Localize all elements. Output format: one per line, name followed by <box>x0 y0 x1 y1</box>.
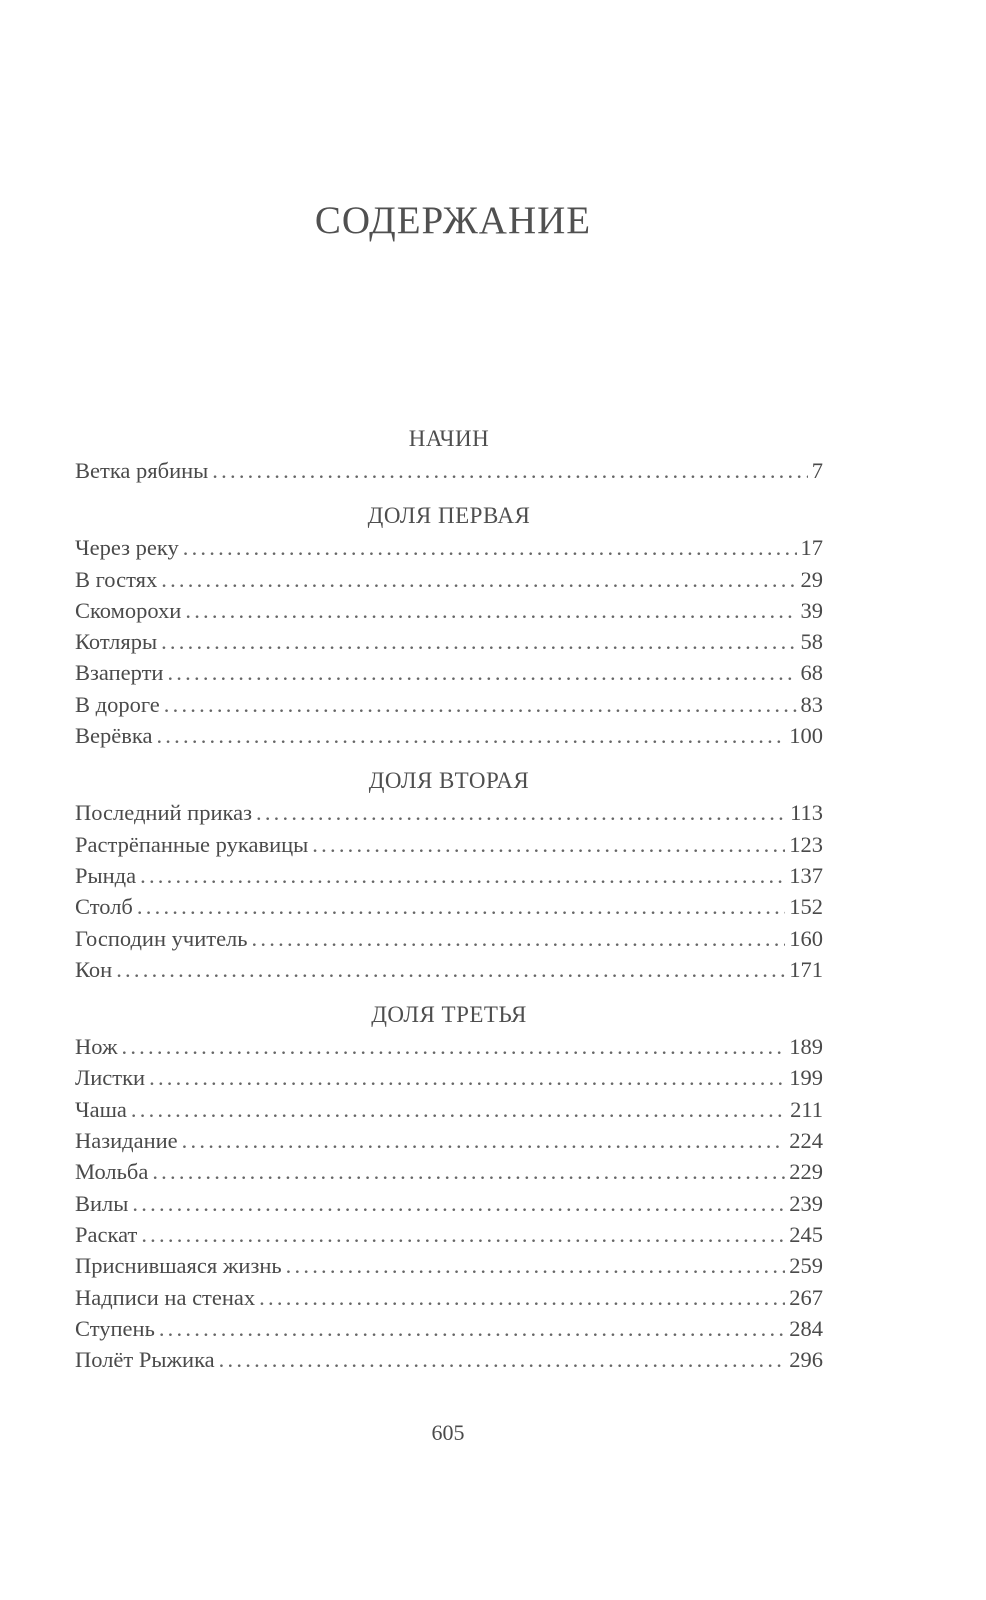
section-heading: НАЧИН <box>408 426 490 451</box>
toc-section <box>75 765 823 985</box>
entry-page: 83 <box>800 691 823 717</box>
toc-entry[interactable] <box>75 891 823 922</box>
dot-leader <box>140 860 785 891</box>
entry-page: 199 <box>789 1065 823 1091</box>
toc-entry[interactable] <box>75 1282 823 1313</box>
section-heading: ДОЛЯ ВТОРАЯ <box>368 768 530 794</box>
entry-title: Приснившаяся жизнь <box>75 1253 282 1279</box>
entry-title: Назидание <box>75 1128 178 1154</box>
entry-page: 68 <box>800 660 823 686</box>
entry-page: 160 <box>789 925 823 951</box>
toc-entry[interactable] <box>75 1344 823 1375</box>
entry-page: 229 <box>789 1159 823 1185</box>
toc-entry[interactable] <box>75 1156 823 1187</box>
entry-page: 296 <box>789 1347 823 1373</box>
section-heading: ДОЛЯ ПЕРВАЯ <box>367 503 531 529</box>
entry-title: Котляры <box>75 629 158 655</box>
entry-page: 58 <box>800 629 823 655</box>
toc-entry[interactable] <box>75 1188 823 1219</box>
page-number: 605 <box>431 1420 465 1445</box>
entry-title: В дороге <box>75 691 160 717</box>
entry-title: Ветка рябины <box>75 458 209 483</box>
dot-leader <box>121 1031 785 1062</box>
entry-page: 29 <box>800 566 823 592</box>
toc-entry[interactable] <box>75 564 823 595</box>
toc-entry[interactable] <box>75 1313 823 1344</box>
entry-page: 284 <box>789 1315 823 1341</box>
entry-title: Последний приказ <box>75 800 252 826</box>
toc-entry[interactable] <box>75 720 823 751</box>
toc-entry[interactable] <box>75 1250 823 1281</box>
dot-leader <box>161 564 796 595</box>
entry-title: Взаперти <box>75 660 164 686</box>
dot-leader <box>185 595 796 626</box>
toc-entry[interactable] <box>75 1094 823 1125</box>
toc-entry[interactable] <box>75 954 823 985</box>
toc-entry[interactable] <box>75 689 823 720</box>
entry-page: 39 <box>800 597 823 623</box>
entry-page: 152 <box>789 894 823 920</box>
toc-entry[interactable] <box>75 860 823 891</box>
entry-title: Нож <box>75 1034 118 1060</box>
dot-leader <box>167 657 796 688</box>
entry-page: 17 <box>800 535 823 561</box>
entry-page: 267 <box>789 1284 823 1310</box>
entry-page: 123 <box>789 831 823 857</box>
toc-entry[interactable] <box>75 455 823 486</box>
dot-leader <box>161 626 796 657</box>
entry-title: Столб <box>75 894 133 920</box>
dot-leader <box>183 532 797 563</box>
dot-leader <box>256 797 786 828</box>
page-title: СОДЕРЖАНИЕ <box>314 199 592 242</box>
toc-entry[interactable] <box>75 1062 823 1093</box>
toc-section <box>75 423 823 486</box>
section-heading: ДОЛЯ ТРЕТЬЯ <box>371 1002 527 1028</box>
entry-title: Господин учитель <box>75 925 248 951</box>
entry-title: Скоморохи <box>75 597 182 623</box>
entry-title: Рында <box>75 862 137 888</box>
entry-title: В гостях <box>75 566 158 592</box>
entry-title: Растрёпанные рукавицы <box>75 831 309 857</box>
dot-leader <box>212 455 807 486</box>
entry-title: Ступень <box>75 1315 155 1341</box>
dot-leader <box>141 1219 785 1250</box>
entry-page: 259 <box>789 1253 823 1279</box>
toc-section <box>75 999 823 1375</box>
toc-entry[interactable] <box>75 595 823 626</box>
entry-page: 245 <box>789 1221 823 1247</box>
toc-entry[interactable] <box>75 829 823 860</box>
entry-title: Вилы <box>75 1190 129 1216</box>
toc-entry[interactable] <box>75 1125 823 1156</box>
toc-entry[interactable] <box>75 657 823 688</box>
toc-entry[interactable] <box>75 1219 823 1250</box>
entry-title: Надписи на стенах <box>75 1284 256 1310</box>
entry-title: Мольба <box>75 1159 149 1185</box>
entry-page: 137 <box>789 862 823 888</box>
dot-leader <box>131 1094 786 1125</box>
toc-entry[interactable] <box>75 1031 823 1062</box>
dot-leader <box>137 891 785 922</box>
toc-entry[interactable] <box>75 797 823 828</box>
entry-title: Чаша <box>75 1096 127 1122</box>
entry-page: 7 <box>811 458 823 483</box>
dot-leader <box>149 1062 785 1093</box>
entry-page: 211 <box>790 1096 823 1122</box>
dot-leader <box>286 1250 786 1281</box>
entry-page: 100 <box>789 723 823 749</box>
entry-title: Кон <box>75 956 113 982</box>
toc-entry[interactable] <box>75 626 823 657</box>
entry-title: Полёт Рыжика <box>75 1347 215 1373</box>
entry-title: Раскат <box>75 1221 138 1247</box>
dot-leader <box>252 923 786 954</box>
dot-leader <box>182 1125 786 1156</box>
entry-title: Через реку <box>75 535 179 561</box>
entry-page: 171 <box>789 956 823 982</box>
table-of-contents <box>75 423 823 1389</box>
entry-page: 239 <box>789 1190 823 1216</box>
dot-leader <box>132 1188 785 1219</box>
entry-title: Верёвка <box>75 723 153 749</box>
dot-leader <box>152 1156 785 1187</box>
entry-page: 224 <box>789 1128 823 1154</box>
dot-leader <box>259 1282 785 1313</box>
entry-title: Листки <box>75 1065 146 1091</box>
dot-leader <box>164 689 797 720</box>
dot-leader <box>219 1344 786 1375</box>
dot-leader <box>156 720 785 751</box>
dot-leader <box>312 829 785 860</box>
dot-leader <box>116 954 785 985</box>
toc-entry[interactable] <box>75 532 823 563</box>
dot-leader <box>159 1313 785 1344</box>
entry-page: 189 <box>789 1034 823 1060</box>
toc-entry[interactable] <box>75 923 823 954</box>
entry-page: 113 <box>790 800 823 826</box>
toc-section <box>75 500 823 751</box>
